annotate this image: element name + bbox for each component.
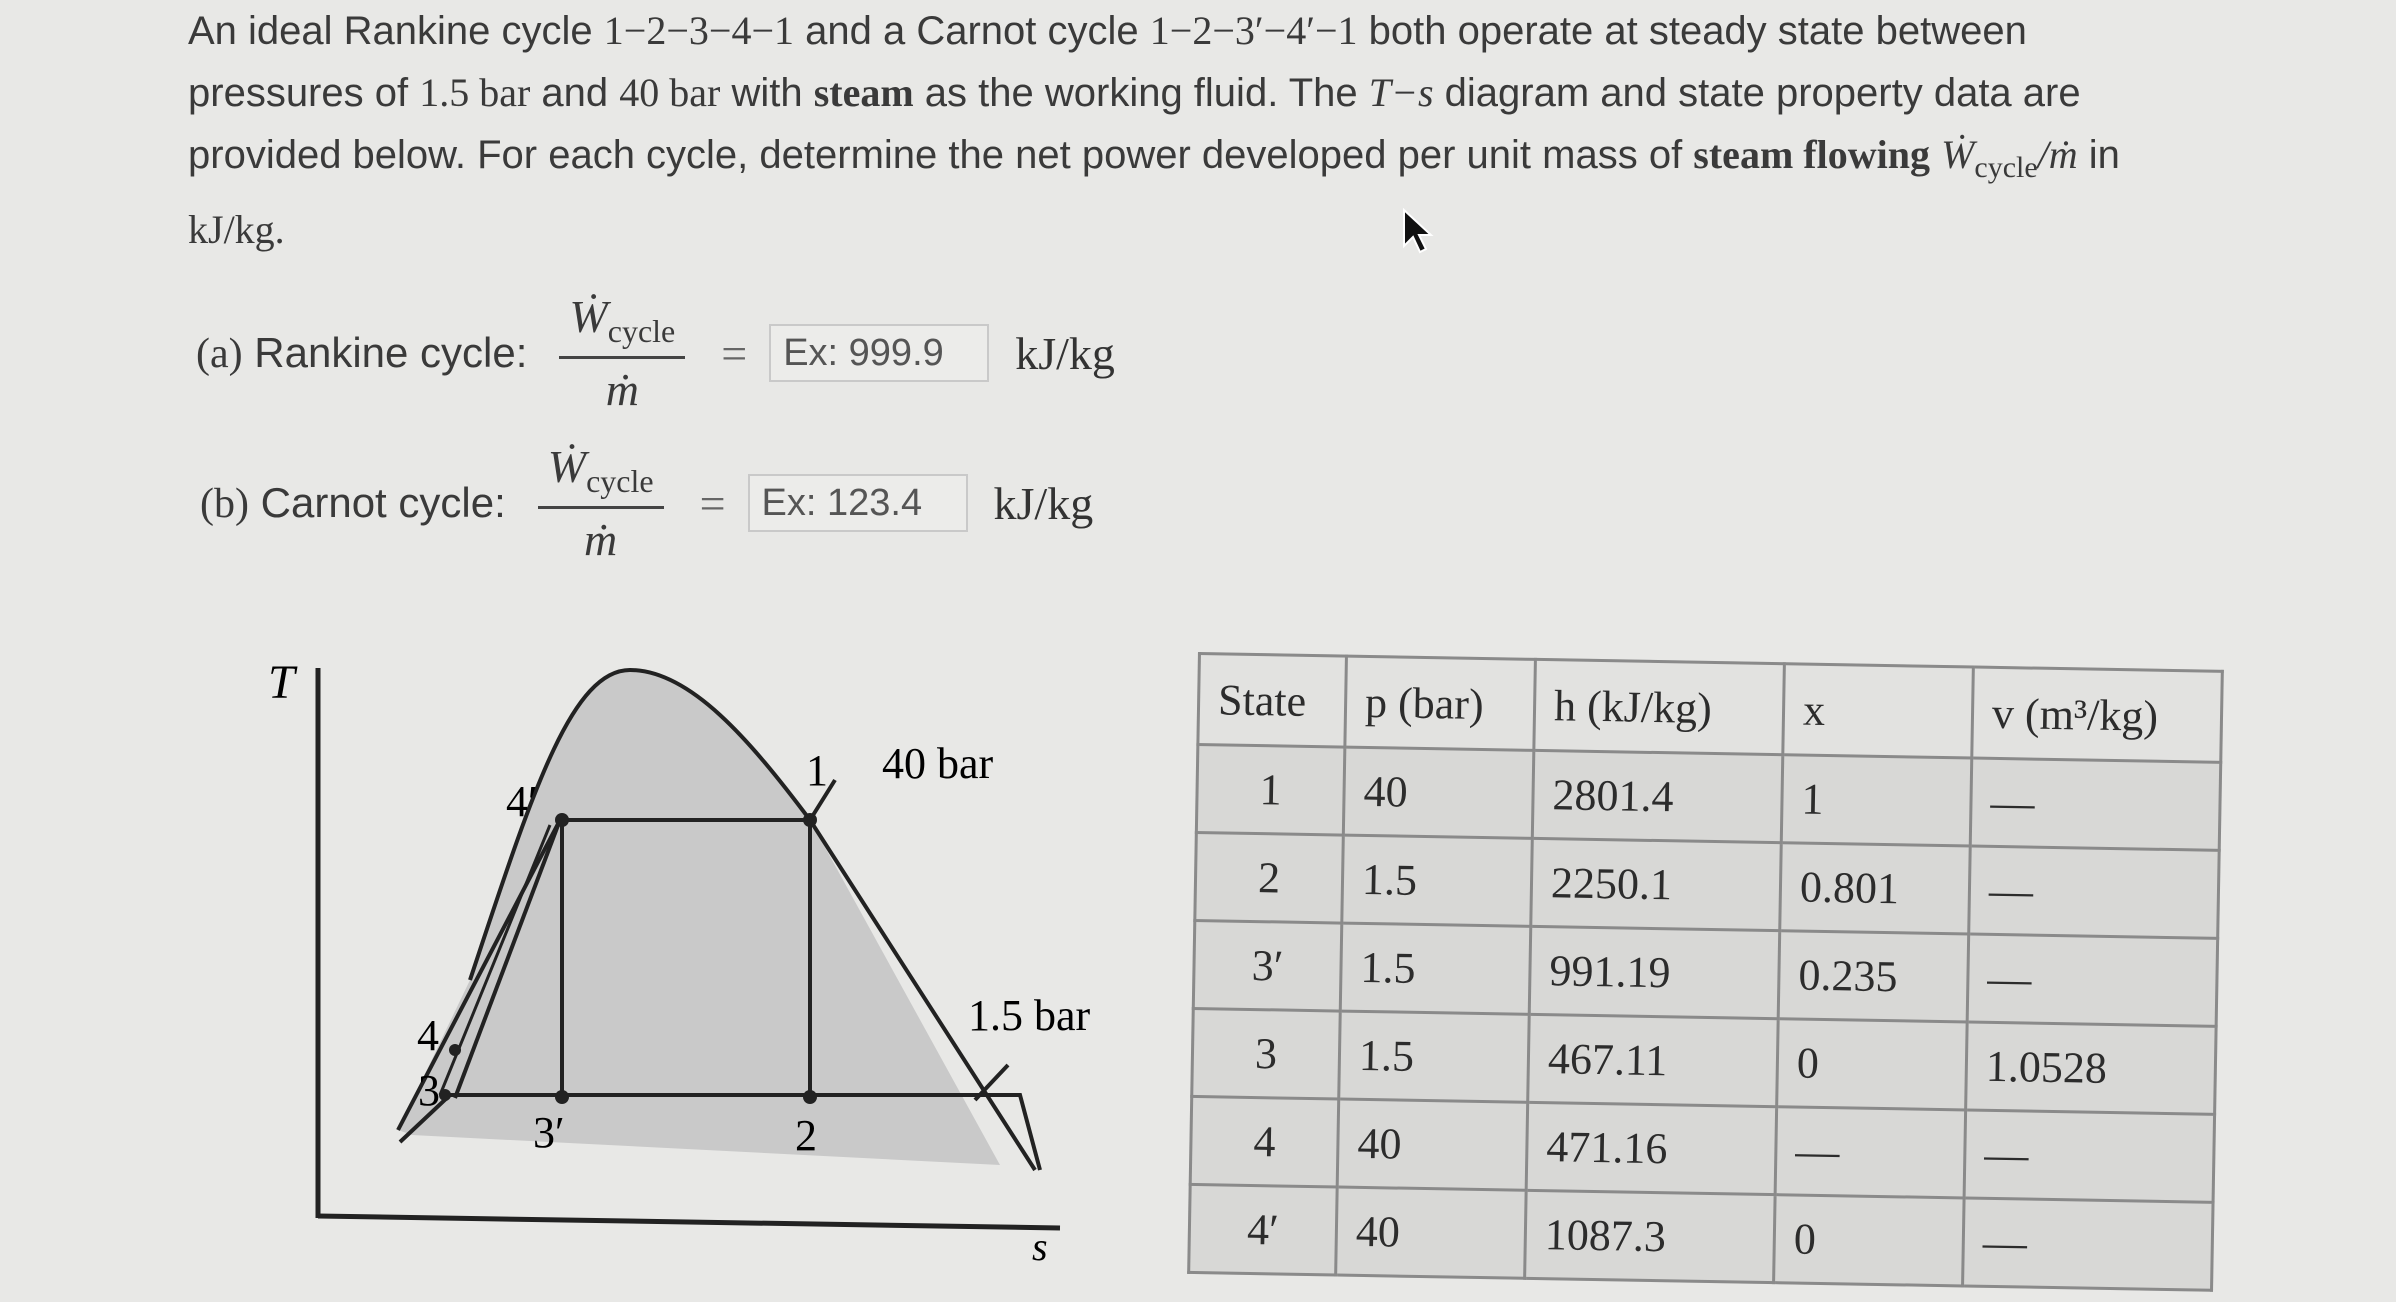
cell-volume: —	[1963, 1198, 2213, 1290]
problem-text: in	[2077, 133, 2120, 177]
pressure-high: 40 bar	[619, 70, 721, 115]
high-pressure-label: 40 bar	[882, 739, 994, 788]
cell-enthalpy: 467.11	[1528, 1014, 1778, 1106]
problem-text: diagram and state property data are	[1433, 71, 2081, 115]
state-4p-dot	[555, 813, 569, 827]
cell-state: 3	[1192, 1008, 1341, 1099]
part-b-text: Carnot cycle:	[260, 478, 506, 526]
table-row	[1189, 1184, 2213, 1290]
cell-quality: 1	[1781, 755, 1972, 846]
table-header-row	[1198, 654, 2222, 763]
part-b	[200, 440, 1093, 566]
state-2-label: 2	[795, 1111, 817, 1160]
state-3-label: 3	[418, 1066, 440, 1115]
fraction-denominator: ṁ	[605, 364, 639, 416]
header-state: State	[1198, 654, 1347, 748]
problem-text: as the working fluid. The	[913, 71, 1369, 115]
cell-pressure: 40	[1337, 1099, 1528, 1190]
cell-state: 2	[1195, 832, 1344, 923]
state-1-dot	[803, 813, 817, 827]
state-2-dot	[803, 1090, 817, 1104]
part-a-unit: kJ/kg	[1015, 327, 1115, 379]
wdot-subscript: cycle	[607, 313, 676, 350]
carnot-answer-input[interactable]	[748, 474, 968, 532]
header-quality: x	[1783, 664, 1974, 758]
fraction-numerator	[559, 290, 685, 359]
cell-state: 1	[1196, 745, 1345, 836]
fraction-numerator	[538, 440, 664, 509]
part-b-tag: (b)	[200, 480, 249, 527]
axis-t-label: T	[268, 656, 295, 709]
fraction-denominator: ṁ	[584, 514, 618, 566]
cell-volume: —	[1964, 1110, 2214, 1202]
cell-enthalpy: 2801.4	[1532, 750, 1782, 842]
carnot-states: 1−2−3′−4′−1	[1149, 8, 1358, 53]
state-4-label: 4	[417, 1011, 439, 1060]
cell-quality: 0.235	[1778, 931, 1969, 1022]
cell-volume: —	[1967, 934, 2217, 1026]
problem-line-3	[188, 124, 2268, 199]
cell-pressure: 40	[1343, 747, 1534, 838]
part-a-label	[196, 329, 527, 378]
state-3p-label: 3′	[533, 1108, 565, 1157]
cell-enthalpy: 991.19	[1529, 926, 1779, 1018]
header-pressure: p (bar)	[1345, 656, 1536, 750]
mouse-pointer-icon	[1400, 208, 1440, 258]
part-a	[196, 290, 1115, 416]
ts-diagram	[250, 650, 1130, 1290]
rankine-states: 1−2−3−4−1	[603, 8, 795, 53]
cell-enthalpy: 471.16	[1526, 1102, 1776, 1194]
rankine-answer-input[interactable]	[769, 324, 989, 382]
part-b-unit: kJ/kg	[993, 477, 1094, 529]
cell-volume: —	[1969, 846, 2219, 938]
part-b-label	[200, 479, 506, 528]
cell-state: 4′	[1189, 1184, 1338, 1275]
cell-quality: 0	[1777, 1019, 1968, 1110]
header-enthalpy: h (kJ/kg)	[1534, 659, 1785, 754]
part-a-tag: (a)	[196, 330, 243, 377]
header-volume: v (m³/kg)	[1972, 667, 2223, 762]
wdot-symbol: Ẇ	[1941, 132, 1975, 177]
cell-pressure: 40	[1336, 1187, 1527, 1278]
part-a-fraction	[559, 290, 685, 416]
axis-s-label: s	[1032, 1224, 1048, 1269]
problem-text: and	[530, 71, 620, 115]
low-pressure-label: 1.5 bar	[968, 991, 1091, 1040]
state-3p-dot	[555, 1090, 569, 1104]
state-3-dot	[439, 1089, 451, 1101]
wdot-subscript: cycle	[1974, 151, 2038, 184]
problem-text: and a Carnot cycle	[794, 9, 1150, 53]
state-4-dot	[449, 1044, 461, 1056]
mdot-symbol: /ṁ	[2037, 132, 2078, 177]
problem-text: provided below. For each cycle, determine the net power developed per unit mass of	[188, 133, 1694, 177]
cell-volume: —	[1970, 758, 2220, 850]
problem-statement	[188, 0, 2268, 261]
working-fluid: steam	[813, 70, 914, 115]
cell-state: 3′	[1193, 920, 1342, 1011]
cell-enthalpy: 1087.3	[1525, 1190, 1775, 1282]
problem-text: An ideal Rankine cycle	[188, 9, 604, 53]
cell-pressure: 1.5	[1339, 1011, 1530, 1102]
state-4p-label: 4′	[506, 777, 538, 826]
steam-flowing: steam flowing	[1693, 132, 1930, 177]
problem-text: with	[720, 71, 814, 115]
cell-pressure: 1.5	[1342, 835, 1533, 926]
equals-sign: =	[721, 327, 748, 379]
part-b-fraction	[538, 440, 664, 566]
problem-text: both operate at steady state between	[1357, 9, 2027, 53]
problem-text: pressures of	[188, 71, 420, 115]
cell-volume: 1.0528	[1966, 1022, 2216, 1114]
cell-pressure: 1.5	[1340, 923, 1531, 1014]
cell-state: 4	[1190, 1096, 1339, 1187]
cell-enthalpy: 2250.1	[1531, 838, 1781, 930]
wdot-subscript: cycle	[586, 463, 654, 500]
cell-quality: 0	[1774, 1195, 1965, 1286]
wdot-symbol: Ẇ	[569, 291, 608, 342]
s-axis	[318, 1216, 1060, 1228]
problem-unit: kJ/kg.	[188, 207, 285, 252]
state-property-table	[1187, 652, 2224, 1292]
equals-sign: =	[699, 477, 726, 529]
wdot-symbol: Ẇ	[547, 441, 587, 492]
problem-line-1	[188, 0, 2268, 62]
cell-quality: 0.801	[1780, 843, 1971, 934]
state-1-label: 1	[806, 746, 828, 795]
ts-label: T−s	[1368, 70, 1434, 115]
cell-quality: —	[1775, 1107, 1966, 1198]
problem-line-2	[188, 62, 2268, 124]
part-a-text: Rankine cycle:	[254, 328, 528, 376]
pressure-low: 1.5 bar	[419, 70, 531, 115]
